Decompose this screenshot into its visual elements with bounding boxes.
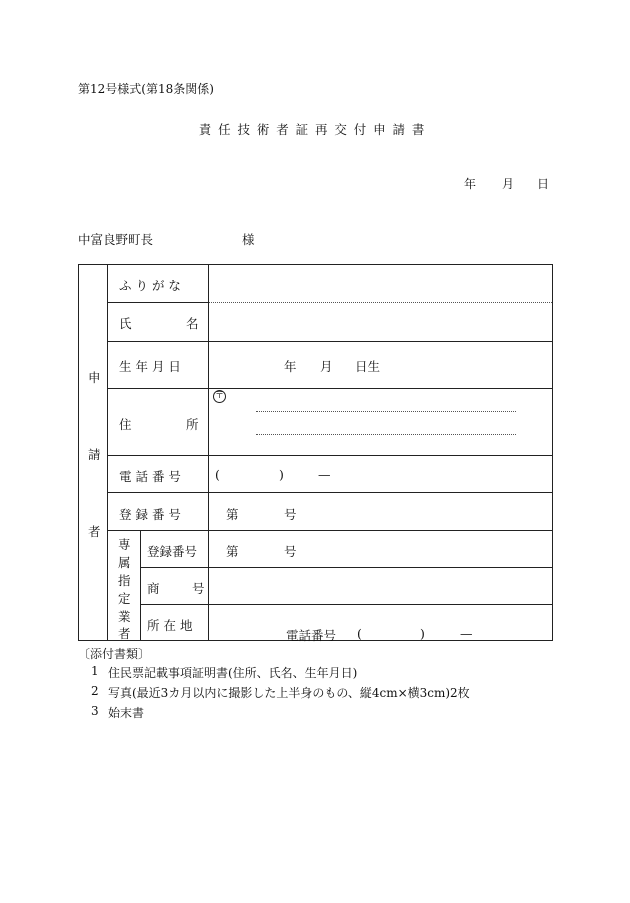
registration-prefix: 第: [226, 507, 239, 522]
date-month-label: 月: [502, 177, 515, 191]
postal-mark-icon: 〒: [214, 391, 224, 401]
attachment-number: 1: [91, 664, 99, 678]
location-phone-open-paren: (: [357, 626, 362, 641]
addressee: 中富良野町長: [78, 232, 154, 247]
birth-year-label: 年: [284, 359, 297, 374]
attachments-heading: 〔添付書類〕: [78, 647, 151, 661]
table-top-border: [78, 264, 553, 265]
designated-registration-suffix: 号: [284, 544, 297, 559]
row-divider: [107, 341, 553, 342]
designated-registration-label: 登録番号: [147, 544, 198, 559]
attachment-number: 2: [91, 684, 99, 698]
table-right-border: [552, 264, 553, 641]
birth-day-label: 日生: [355, 359, 381, 374]
furigana-field[interactable]: [209, 266, 552, 301]
address-field[interactable]: [228, 392, 548, 452]
applicant-column-divider: [107, 264, 108, 641]
name-label: 名: [186, 316, 199, 331]
row-divider: [140, 567, 553, 568]
phone-dash: —: [318, 467, 331, 482]
designated-label-char: 者: [118, 626, 131, 641]
row-divider: [107, 388, 553, 389]
designated-label-char: 指: [118, 573, 131, 588]
furigana-label: ふ り が な: [119, 278, 181, 293]
honorific: 様: [242, 232, 255, 247]
registration-label: 登 録 番 号: [119, 507, 181, 522]
form-number: 第12号様式(第18条関係): [78, 82, 214, 96]
name-label: 氏: [119, 316, 132, 331]
designated-label-char: 業: [118, 609, 131, 624]
trade-name-label: 号: [192, 581, 205, 596]
location-phone-dash: —: [460, 626, 473, 641]
applicant-label-char: 者: [88, 524, 101, 539]
location-label: 所 在 地: [147, 618, 193, 633]
name-field[interactable]: [209, 304, 552, 340]
row-divider: [107, 492, 553, 493]
designated-label-char: 定: [118, 591, 131, 606]
designated-registration-prefix: 第: [226, 544, 239, 559]
row-divider: [107, 530, 553, 531]
address-label: 所: [186, 417, 199, 432]
row-divider: [107, 302, 209, 303]
attachment-item: 写真(最近3カ月以内に撮影した上半身のもの、縦4cm×横3cm)2枚: [108, 686, 470, 700]
date-year-label: 年: [464, 177, 477, 191]
designated-label-char: 専: [118, 537, 131, 552]
row-divider: [140, 604, 553, 605]
designated-column-divider: [140, 530, 141, 641]
applicant-label-char: 請: [88, 447, 101, 462]
registration-suffix: 号: [284, 507, 297, 522]
phone-close-paren: ): [279, 467, 284, 482]
address-label: 住: [119, 417, 132, 432]
phone-label: 電 話 番 号: [119, 469, 181, 484]
location-phone-label: 電話番号: [286, 628, 337, 643]
phone-open-paren: (: [215, 467, 220, 482]
attachment-item: 住民票記載事項証明書(住所、氏名、生年月日): [108, 666, 358, 680]
table-left-border: [78, 264, 79, 641]
birthdate-label: 生 年 月 日: [119, 359, 181, 374]
date-day-label: 日: [537, 177, 550, 191]
location-phone-close-paren: ): [420, 626, 425, 641]
attachment-item: 始末書: [108, 706, 145, 720]
trade-name-field[interactable]: [209, 569, 552, 603]
designated-label-char: 属: [118, 555, 131, 570]
trade-name-label: 商: [147, 581, 160, 596]
attachment-number: 3: [91, 704, 99, 718]
document-title: 責任技術者証再交付申請書: [198, 122, 432, 137]
applicant-label-char: 申: [88, 370, 101, 385]
birth-month-label: 月: [320, 359, 333, 374]
furigana-dotted-divider: [208, 302, 552, 303]
row-divider: [107, 455, 553, 456]
